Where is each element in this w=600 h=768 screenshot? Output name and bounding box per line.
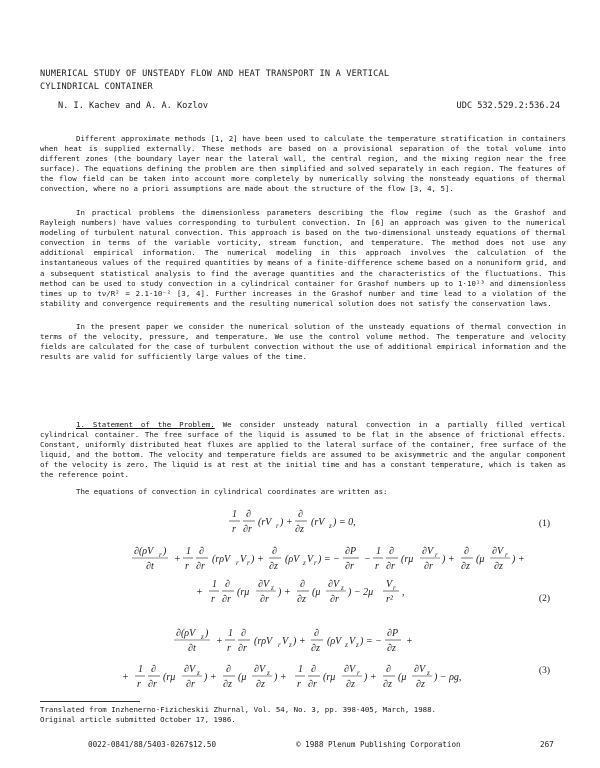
svg-text:∂r: ∂r: [386, 561, 395, 572]
paragraph-problem-statement: [40, 420, 566, 481]
svg-text:z: z: [197, 669, 200, 677]
svg-text:) +: ) +: [364, 672, 377, 683]
svg-text:∂z: ∂z: [416, 679, 425, 690]
svg-text:∂V: ∂V: [344, 664, 356, 675]
svg-text:1: 1: [228, 628, 233, 639]
svg-text:) = −: ) = −: [360, 636, 382, 647]
svg-text:(rV: (rV: [258, 517, 272, 528]
svg-text:z: z: [341, 584, 344, 592]
svg-text:∂r: ∂r: [260, 594, 269, 605]
svg-text:) +: ) +: [442, 554, 455, 565]
svg-text:1: 1: [186, 546, 191, 557]
section-heading: 1. Statement of the Problem.: [76, 420, 215, 429]
svg-text:r: r: [278, 641, 281, 649]
svg-text:∂: ∂: [225, 579, 230, 590]
svg-text:1: 1: [138, 664, 143, 675]
svg-text:∂z: ∂z: [494, 561, 503, 572]
svg-text:∂V: ∂V: [328, 579, 340, 590]
svg-text:r: r: [247, 559, 250, 567]
svg-text:V: V: [240, 554, 247, 565]
svg-text:(μ: (μ: [476, 554, 485, 565]
svg-text:∂V: ∂V: [254, 664, 266, 675]
svg-text:r: r: [236, 559, 239, 567]
svg-text:z: z: [289, 641, 292, 649]
svg-text:∂: ∂: [151, 664, 156, 675]
svg-text:∂V: ∂V: [184, 664, 196, 675]
svg-text:z: z: [271, 584, 274, 592]
svg-text:r: r: [505, 551, 508, 559]
svg-text:) +: ) +: [274, 672, 287, 683]
equation-1-number: (1): [538, 519, 550, 529]
svg-text:∂r: ∂r: [330, 594, 339, 605]
svg-text:+: +: [122, 672, 129, 683]
svg-text:∂r: ∂r: [424, 561, 433, 572]
paragraph-equations-intro: The equations of convection in cylindrical coordinates are written as:: [76, 487, 388, 496]
paragraph-intro: Different approximate methods [1, 2] have been used to calculate the temperature stratification in containers when heat is supplied externally. These methods are based on a provisional separation of the total volume into different zones (the boundary layer near the lateral wall, the central region, and the mixing region near the free surface). The equations defining the problem are then simplified and solved separately in each region. The features of the flow field can be taken into account more completely by numerically solving the nonsteady equations of thermal convection, where no a priori assumptions are made about the structure of the flow [3, 4, 5].: [40, 134, 566, 194]
svg-text:∂V: ∂V: [492, 546, 504, 557]
svg-text:∂z: ∂z: [461, 561, 470, 572]
svg-text:∂: ∂: [246, 509, 251, 520]
svg-text:) +: ) +: [251, 554, 264, 565]
svg-text:,: ,: [402, 587, 405, 598]
svg-text:∂r: ∂r: [238, 643, 247, 654]
svg-text:∂: ∂: [389, 546, 394, 557]
svg-text:(rμ: (rμ: [163, 672, 176, 683]
equation-2-number: (2): [538, 594, 550, 604]
svg-text:) − ρg,: ) − ρg,: [434, 672, 462, 683]
svg-text:∂r: ∂r: [308, 679, 317, 690]
svg-text:(ρV: (ρV: [285, 554, 300, 565]
svg-text:(rμ: (rμ: [401, 554, 414, 565]
svg-text:(rρV: (rρV: [254, 636, 273, 647]
svg-text:∂: ∂: [314, 628, 319, 639]
svg-text:r: r: [393, 584, 396, 592]
equation-2-formula: [0, 540, 600, 625]
svg-text:z: z: [356, 641, 359, 649]
svg-text:∂z: ∂z: [256, 679, 265, 690]
svg-text:z: z: [201, 633, 204, 641]
svg-text:∂z: ∂z: [297, 594, 306, 605]
svg-text:r: r: [357, 669, 360, 677]
svg-text:∂t: ∂t: [188, 643, 196, 654]
svg-text:∂: ∂: [226, 664, 231, 675]
svg-text:(μ: (μ: [398, 672, 407, 683]
svg-text:1: 1: [212, 579, 217, 590]
equation-3-number: (3): [538, 666, 550, 676]
svg-text:∂: ∂: [311, 664, 316, 675]
svg-text:) +: ) +: [512, 554, 525, 565]
paragraph-present-paper: In the present paper we consider the numerical solution of the unsteady equations of thermal convection in terms of the velocity, pressure, and temperature. We use the control volume method. The temperature and velocity fields are calculated for the case of turbulent convection without the use of additional empirical information and the results are valid for sufficiently large values of the time.: [40, 322, 566, 362]
svg-text:∂z: ∂z: [295, 524, 304, 535]
authors: N. I. Kachev and A. A. Kozlov: [58, 101, 209, 111]
svg-text:r: r: [314, 559, 317, 567]
svg-text:) − 2μ: ) − 2μ: [348, 587, 374, 598]
svg-text:∂: ∂: [298, 509, 303, 520]
svg-text:∂r: ∂r: [148, 679, 157, 690]
svg-text:∂(ρV: ∂(ρV: [176, 628, 196, 639]
svg-text:∂V: ∂V: [258, 579, 270, 590]
svg-text:∂t: ∂t: [146, 561, 154, 572]
svg-text:∂: ∂: [241, 628, 246, 639]
svg-text:∂: ∂: [199, 546, 204, 557]
svg-text:z: z: [267, 669, 270, 677]
svg-text:V: V: [349, 636, 356, 647]
svg-text:z: z: [427, 669, 430, 677]
svg-text:∂r: ∂r: [243, 524, 252, 535]
svg-text:∂P: ∂P: [387, 628, 399, 639]
svg-text:∂r: ∂r: [186, 679, 195, 690]
svg-text:) +: ) +: [204, 672, 217, 683]
paragraph-practical-problems: In practical problems the dimensionless parameters describing the flow regime (such as the Grashof and Rayleigh numbers) have values corresponding to turbulent convection. In [6] an approach was given to the numerical modeling of turbulent natural convection. This approach is based on the two-dimensional unsteady equations of thermal convection in terms of the variable vorticity, stream function, and temperature. The method does not use any additional empirical information. The numerical modeling in this approach involves the calculation of the instantaneous values of the required quantities by means of a finite-difference scheme based on a nonuniform grid, and a subsequent statistical analysis to find the average quantities and the characteristics of the fluctuations. This method can be used to study convection in a cylindrical container for Grashof numbers up to 1·10¹³ and dimensionless times up to tν/R² = 2.1·10⁻² [3, 4]. Further increases in the Grashof number and time lead to a violation of the stability and convergence requirements and the resulting numerical solution does not satisfy the conservation laws.: [40, 208, 566, 308]
svg-text:) +: ) +: [280, 517, 293, 528]
copyright-notice: © 1988 Plenum Publishing Corporation: [296, 740, 461, 749]
svg-text:∂(ρV: ∂(ρV: [134, 546, 154, 557]
svg-text:1: 1: [232, 509, 237, 520]
svg-text:r: r: [375, 561, 379, 572]
svg-text:+: +: [216, 636, 223, 647]
svg-text:r: r: [276, 522, 279, 530]
problem-statement-text: We consider unsteady natural convection in a partially filled vertical cylindrical container. The free surface of the liquid is assumed to be flat in the absence of frictional effects. Constant, uniformly distributed heat fluxes are applied to the lateral surface of the container, free surface of the liquid, and the bottom. The velocity and temperature fields are assumed to be axisymmetric and the angular component of the velocity is zero. The liquid is at rest at the initial time and has a constant temperature, which is taken as the reference point.: [40, 420, 566, 480]
svg-text:r: r: [232, 524, 236, 535]
svg-text:∂r: ∂r: [345, 561, 354, 572]
svg-text:∂z: ∂z: [383, 679, 392, 690]
svg-text:(μ: (μ: [238, 672, 247, 683]
svg-text:∂z: ∂z: [311, 643, 320, 654]
svg-text:) = 0,: ) = 0,: [333, 517, 356, 528]
svg-text:−: −: [364, 554, 371, 565]
svg-text:∂r: ∂r: [196, 561, 205, 572]
svg-text:) +: ) +: [278, 587, 291, 598]
svg-text:+: +: [196, 587, 203, 598]
svg-text:(μ: (μ: [312, 587, 321, 598]
svg-text:∂r: ∂r: [222, 594, 231, 605]
svg-text:): ): [205, 628, 209, 639]
svg-text:r: r: [211, 594, 215, 605]
svg-text:z: z: [303, 559, 306, 567]
svg-text:z: z: [345, 641, 348, 649]
svg-text:1: 1: [376, 546, 381, 557]
svg-text:∂: ∂: [300, 579, 305, 590]
svg-text:∂: ∂: [272, 546, 277, 557]
svg-text:r: r: [159, 551, 162, 559]
svg-text:∂: ∂: [386, 664, 391, 675]
svg-text:r²: r²: [386, 594, 393, 605]
svg-text:z: z: [329, 522, 332, 530]
svg-text:r: r: [297, 679, 301, 690]
svg-text:r: r: [435, 551, 438, 559]
svg-text:r: r: [185, 561, 189, 572]
svg-text:∂z: ∂z: [387, 643, 396, 654]
svg-text:(ρV: (ρV: [327, 636, 342, 647]
svg-text:(rV: (rV: [311, 517, 325, 528]
svg-text:+: +: [406, 636, 413, 647]
svg-text:r: r: [227, 643, 231, 654]
svg-text:∂z: ∂z: [223, 679, 232, 690]
svg-text:V: V: [307, 554, 314, 565]
svg-text:V: V: [282, 636, 289, 647]
equation-1-formula: [0, 505, 600, 545]
issn-code: 0022-0841/88/5403-0267$12.50: [88, 740, 217, 749]
svg-text:∂P: ∂P: [345, 546, 357, 557]
paper-title: NUMERICAL STUDY OF UNSTEADY FLOW AND HEAT TRANSPORT IN A VERTICAL CYLINDRICAL CONTAINER: [40, 69, 390, 92]
svg-text:) +: ) +: [293, 636, 306, 647]
svg-text:+: +: [174, 554, 181, 565]
svg-text:) = −: ) = −: [318, 554, 340, 565]
footnote-divider: [40, 701, 140, 702]
svg-text:V: V: [386, 579, 393, 590]
svg-text:(rμ: (rμ: [237, 587, 250, 598]
svg-text:∂: ∂: [464, 546, 469, 557]
svg-text:1: 1: [298, 664, 303, 675]
equation-3-formula: [0, 622, 600, 700]
svg-text:∂V: ∂V: [414, 664, 426, 675]
svg-text:r: r: [137, 679, 141, 690]
svg-text:∂V: ∂V: [422, 546, 434, 557]
svg-text:∂z: ∂z: [346, 679, 355, 690]
svg-text:(rρV: (rρV: [212, 554, 231, 565]
footnote: Translated from Inzhenerno-Fizicheskii Zhurnal, Vol. 54, No. 3, pp. 398-405, March, 1988. Original article submitted October 17, 1986.: [40, 705, 437, 724]
svg-text:∂z: ∂z: [269, 561, 278, 572]
svg-text:(rμ: (rμ: [323, 672, 336, 683]
udc-code: UDC 532.529.2:536.24: [456, 101, 560, 111]
svg-text:): ): [163, 546, 167, 557]
page-number: 267: [540, 740, 554, 749]
